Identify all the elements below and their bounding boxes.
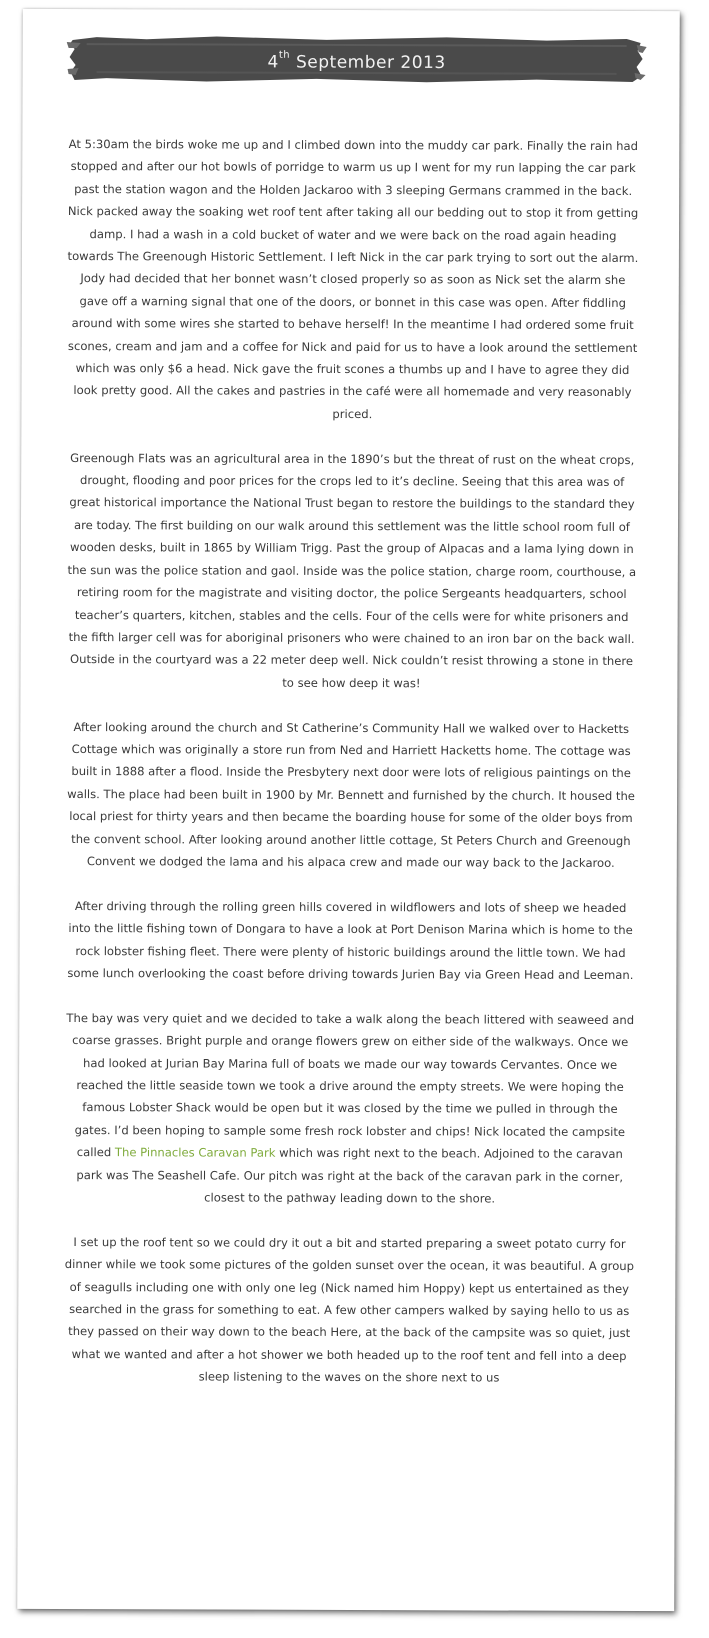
paragraph: At 5:30am the birds woke me up and I climbed down into the muddy car park. Finally the rain had stopped and after our hot bowls of porridge to warm us up I went for my run lapping the car park past the station wagon and the Holden Jackaroo with 3 sleeping Germans crammed in the back. Nick packed away the soaking wet roof tent after taking all our bedding out to stop it from getting damp. I had a wash in a cold bucket of water and we were back on the road again heading towards The Greenough Historic Settlement. I left Nick in the car park trying to sort out the alarm. Jody had decided that her bonnet wasn’t closed properly so as soon as Nick set the alarm she gave off a warning signal that one of the doors, or bonnet in this case was open. After fiddling around with some wires she started to behave herself! In the meantime I had ordered some fruit scones, cream and jam and a coffee for Nick and paid for us to have a look around the settlement which was only $6 a head. Nick gave the fruit scones a thumbs up and I have to agree they did look pretty good. All the cakes and pastries in the café were all homemade and very reasonably priced. <box>67 137 639 421</box>
paragraph: After driving through the rolling green hills covered in wildflowers and lots of sheep we headed into the little fishing town of Dongara to have a look at Port Denison Marina which is home to the rock lobster fishing fleet. There were plenty of historic buildings around the little town. We had some lunch overlooking the coast before driving towards Jurien Bay via Green Head and Leeman. <box>67 898 634 982</box>
caravan-park-link[interactable]: The Pinnacles Caravan Park <box>114 1145 276 1160</box>
journal-body <box>62 133 640 1412</box>
paragraph <box>63 1007 638 1211</box>
date-banner <box>67 31 647 87</box>
page-date-title: 4th September 2013 <box>267 49 446 73</box>
paragraph: Greenough Flats was an agricultural area in the 1890’s but the threat of rust on the wheat crops, drought, flooding and poor prices for the crops led to it’s decline. Seeing that this area was of great historical importance the National Trust began to restore the buildings to the standard they are today. The first building on our walk around this settlement was the little school room full of wooden desks, built in 1865 by William Trigg. Past the group of Alpacas and a lama lying down in the sun was the police station and gaol. Inside was the police station, charge room, courthouse, a retiring room for the magistrate and visiting doctor, the police Sergeants headquarters, school teacher’s quarters, kitchen, stables and the cells. Four of the cells were for white prisoners and the fifth larger cell was for aboriginal prisoners who were chained to an iron bar on the back wall. Outside in the courtyard was a 22 meter deep well. Nick couldn’t resist throwing a stone in there to see how deep it was! <box>67 450 637 690</box>
paragraph-text: The bay was very quiet and we decided to take a walk along the beach littered with seaweed and coarse grasses. Bright purple and orange flowers grew on either side of the walkways. Once we had looked at Jurian Bay Marina full of boats we made our way towards Cervantes. Once we reached the little seaside town we took a drive around the empty streets. We were hoping the famous Lobster Shack would be open but it was closed by the time we pulled in through the gates. I’d been hoping to sample some fresh rock lobster and chips! Nick located the campsite called <box>66 1010 635 1160</box>
paragraph: After looking around the church and St Catherine’s Community Hall we walked over to Hacketts Cottage which was originally a store run from Ned and Harriett Hacketts home. The cottage was built in 1888 after a flood. Inside the Presbytery next door were lots of religious paintings on the walls. The place had been built in 1900 by Mr. Bennett and furnished by the church. It housed the local priest for thirty years and then became the boarding house for some of the older boys from the convent school. After looking around another little cottage, St Peters Church and Greenough Convent we dodged the lama and his alpaca crew and made our way back to the Jackaroo. <box>67 719 635 870</box>
journal-page <box>17 9 680 1611</box>
paragraph-text: which was right next to the beach. Adjoined to the caravan park was The Seashell Cafe. Our pitch was right at the back of the caravan park in the corner, closest to the pathway leading down to the shore. <box>76 1145 624 1206</box>
paragraph: I set up the roof tent so we could dry it out a bit and started preparing a sweet potato curry for dinner while we took some pictures of the golden sunset over the ocean, it was beautiful. A group of seagulls including one with only one leg (Nick named him Hoppy) kept us entertained as they searched in the grass for something to eat. A few other campers walked by saying hello to us as they passed on their way down to the beach Here, at the back of the campsite was so quiet, just what we wanted and after a hot shower we both headed up to the roof tent and fell into a deep sleep listening to the waves on the shore next to us <box>64 1234 635 1385</box>
